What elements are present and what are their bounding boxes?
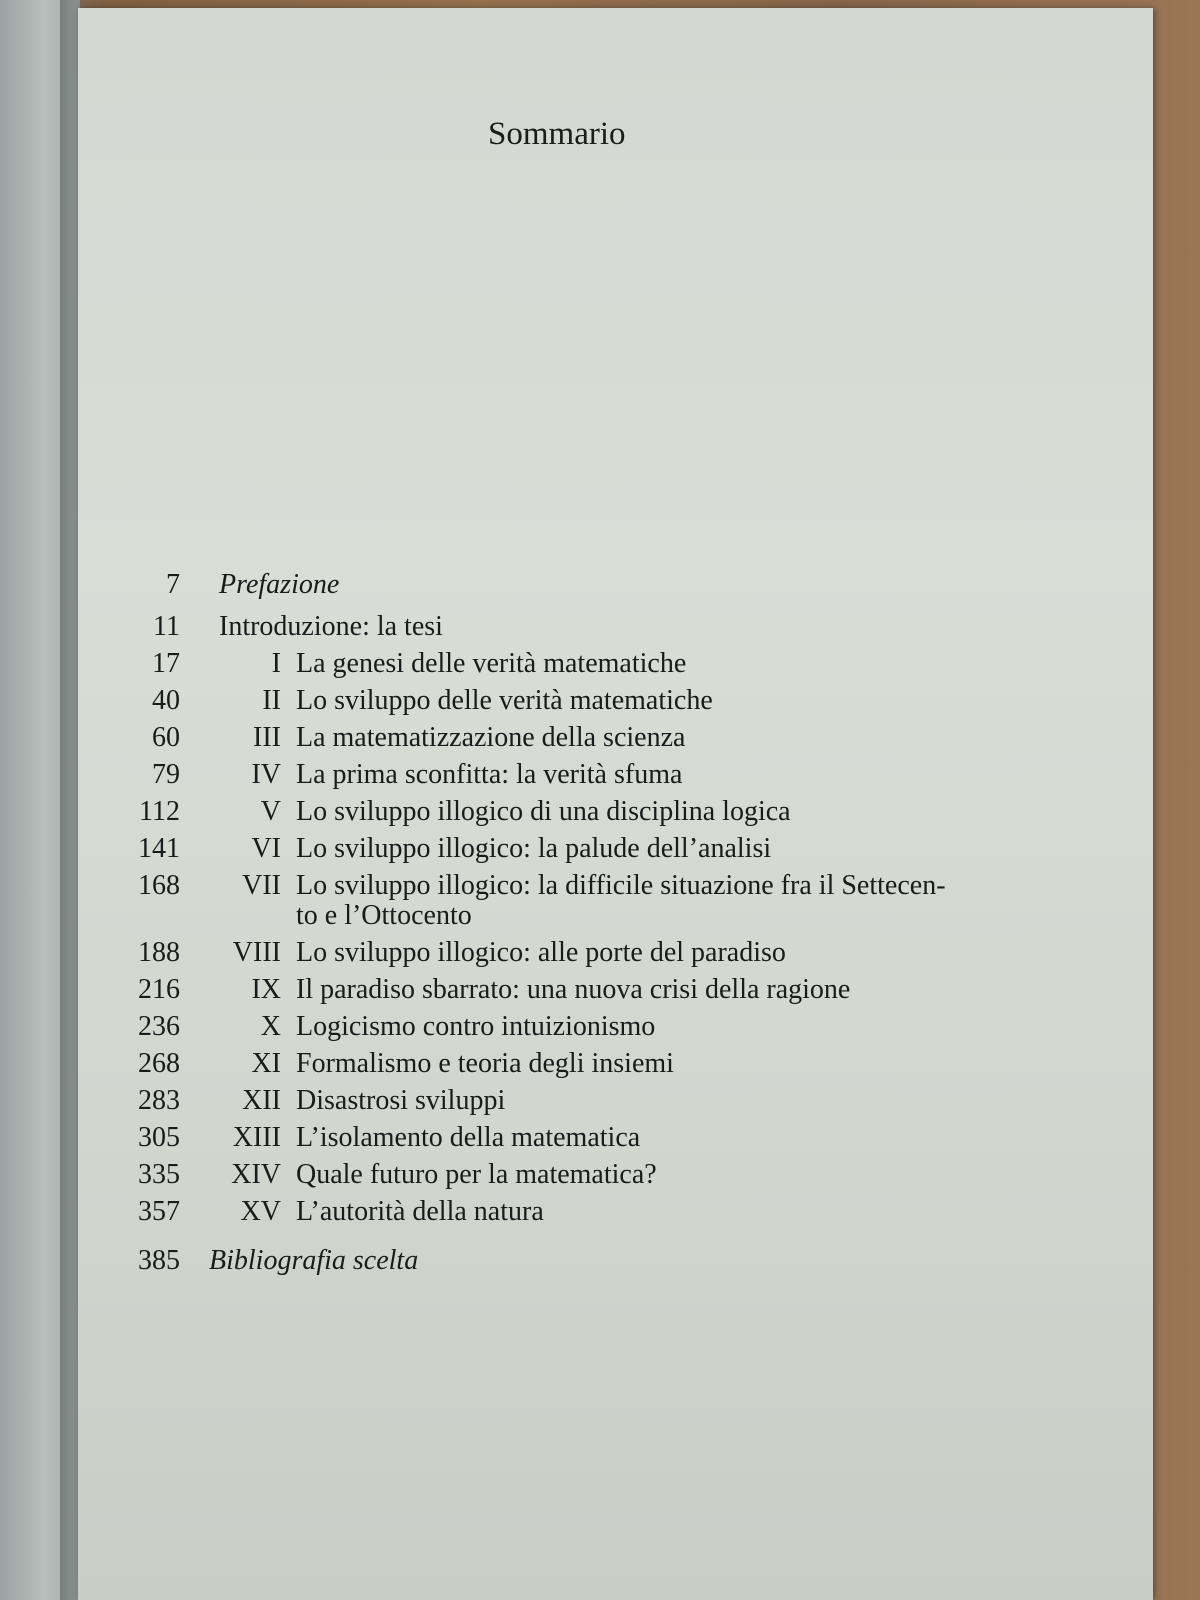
toc-chapter-numeral: XIII [232, 1122, 281, 1153]
toc-page-number: 168 [138, 870, 180, 901]
toc-title: La prima sconfitta: la verità sfuma [296, 759, 683, 790]
toc-page-number: 216 [138, 974, 180, 1005]
toc-title: Prefazione [219, 569, 340, 600]
toc-page-number: 11 [153, 611, 180, 642]
toc-chapter-numeral: II [262, 685, 281, 716]
toc-page-number: 385 [138, 1245, 180, 1276]
toc-title: L’autorità della natura [296, 1196, 544, 1227]
toc-title: Bibliografia scelta [209, 1245, 419, 1276]
toc-title-continuation: to e l’Ottocento [296, 900, 472, 931]
toc-chapter-numeral: III [253, 722, 281, 753]
toc-page-number: 335 [138, 1159, 180, 1190]
toc-chapter-numeral: XV [240, 1196, 281, 1227]
toc-chapter-numeral: XII [242, 1085, 281, 1116]
toc-page-number: 79 [152, 759, 180, 790]
toc-title: L’isolamento della matematica [296, 1122, 641, 1153]
toc-page-number: 40 [152, 685, 180, 716]
toc-chapter-numeral: IX [251, 974, 281, 1005]
toc-chapter-numeral: XIV [231, 1159, 281, 1190]
toc-page-number: 141 [138, 833, 180, 864]
toc-chapter-numeral: V [260, 796, 281, 827]
toc-chapter-numeral: VIII [232, 937, 281, 968]
toc-page-number: 188 [138, 937, 180, 968]
toc-page-number: 60 [152, 722, 180, 753]
toc-page-number: 305 [138, 1122, 180, 1153]
toc-page-number: 236 [138, 1011, 180, 1042]
toc-chapter-numeral: I [271, 648, 281, 679]
toc-page-number: 17 [152, 648, 180, 679]
toc-title: La matematizzazione della scienza [296, 722, 686, 753]
toc-title: Lo sviluppo delle verità matematiche [296, 685, 713, 716]
toc-title: Lo sviluppo illogico: la difficile situazione fra il Settecen- [296, 870, 946, 901]
toc-chapter-numeral: IV [251, 759, 281, 790]
page-title: Sommario [488, 116, 626, 152]
toc-title: Lo sviluppo illogico di una disciplina logica [296, 796, 791, 827]
toc-chapter-numeral: X [260, 1011, 281, 1042]
toc-page-number: 7 [166, 569, 180, 600]
toc-title: Il paradiso sbarrato: una nuova crisi della ragione [296, 974, 851, 1005]
toc-page-number: 112 [139, 796, 180, 827]
toc-chapter-numeral: VII [242, 870, 281, 901]
toc-title: Quale futuro per la matematica? [296, 1159, 657, 1190]
toc-title: Introduzione: la tesi [219, 611, 443, 642]
toc-title: Lo sviluppo illogico: alle porte del paradiso [296, 937, 786, 968]
toc-title: Formalismo e teoria degli insiemi [296, 1048, 674, 1079]
toc-page-number: 357 [138, 1196, 180, 1227]
toc-page-number: 283 [138, 1085, 180, 1116]
toc-title: Logicismo contro intuizionismo [296, 1011, 656, 1042]
book-page [78, 8, 1153, 1600]
toc-title: Disastrosi sviluppi [296, 1085, 506, 1116]
toc-chapter-numeral: VI [251, 833, 281, 864]
toc-title: Lo sviluppo illogico: la palude dell’analisi [296, 833, 772, 864]
toc-chapter-numeral: XI [251, 1048, 281, 1079]
toc-page-number: 268 [138, 1048, 180, 1079]
toc-title: La genesi delle verità matematiche [296, 648, 687, 679]
